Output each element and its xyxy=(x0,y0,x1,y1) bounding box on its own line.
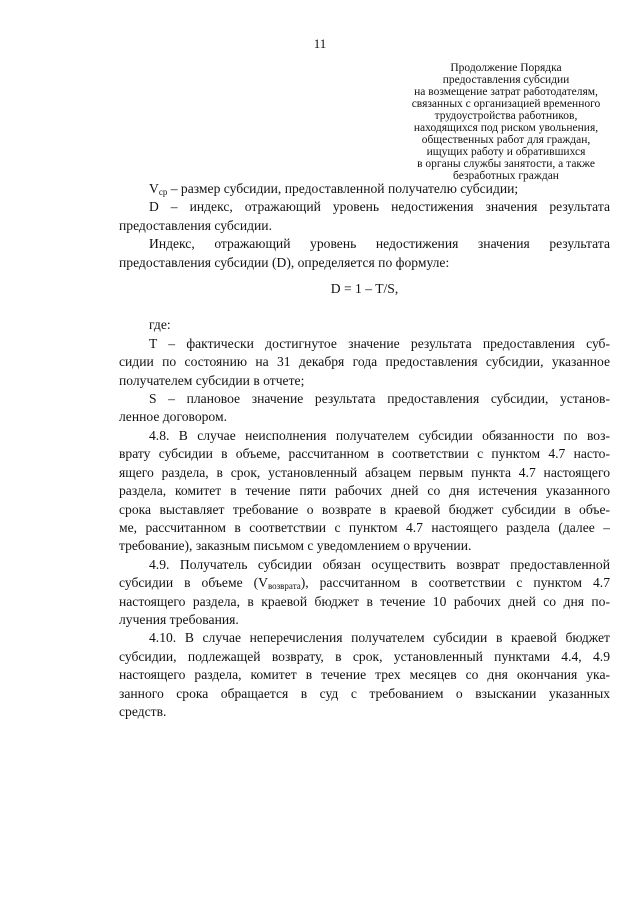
paragraph-4-9-text: ), рассчитанном в соответствии с пунктом 4.7 xyxy=(300,575,610,591)
header-line: Продолжение Порядка xyxy=(450,62,562,74)
paragraph-4-8-line: раздела, комитет в течение пяти рабочих дней со дня истечения указанного xyxy=(119,483,610,499)
paragraph-4-9-text: субсидии в объеме (V xyxy=(119,575,268,591)
paragraph-4-10-line: занного срока обращается в суд с требованием о взыскании указанных xyxy=(119,685,610,701)
paragraph-4-10-line: настоящего раздела, комитет в течение трех месяцев со дня окончания ука- xyxy=(119,667,610,683)
header-line: находящихся под риском увольнения, xyxy=(413,122,599,134)
t-definition-line-2: сидии по состоянию на 31 декабря года предоставления субсидии, указанное xyxy=(119,354,610,370)
document-header xyxy=(388,62,624,182)
t-definition-line-1: T – фактически достигнутое значение результата предоставления суб- xyxy=(149,335,610,351)
header-line: в органы службы занятости, а также xyxy=(417,158,595,170)
paragraph-4-8-line: ме, рассчитанном в соответствии с пунктом 4.7 настоящего раздела (далее – xyxy=(119,519,610,535)
paragraph-4-10-line: средств. xyxy=(119,703,167,719)
paragraph-4-9-line: настоящего раздела, в краевой бюджет в течение 10 рабочих дней со дня по- xyxy=(119,593,610,609)
document-body xyxy=(119,180,610,721)
paragraph-4-10-line: 4.10. В случае неперечисления получателем субсидии в краевой бюджет xyxy=(149,630,610,646)
header-line: общественных работ для граждан, xyxy=(421,134,591,146)
index-line-1: Индекс, отражающий уровень недостижения значения результата xyxy=(149,236,610,252)
where-label: где: xyxy=(149,317,171,333)
v-definition-text: – размер субсидии, предоставленной получателю субсидии; xyxy=(167,181,519,196)
paragraph-4-8-line: требование), заказным письмом с уведомлением о вручении. xyxy=(119,538,472,554)
v-return-subscript: возврата xyxy=(267,581,301,592)
paragraph-4-9-line xyxy=(119,574,610,592)
paragraph-4-8-line: 4.8. В случае неисполнения получателем субсидии обязанности по воз- xyxy=(149,427,610,443)
d-definition-line-2: предоставления субсидии. xyxy=(119,217,272,233)
v-symbol: V xyxy=(149,181,159,196)
header-line: предоставления субсидии xyxy=(442,74,570,86)
header-line: на возмещение затрат работодателям, xyxy=(414,86,598,98)
header-line: трудоустройства работников, xyxy=(434,110,578,122)
s-definition-line-1: S – плановое значение результата предоставления субсидии, установ- xyxy=(149,391,610,407)
paragraph-4-10-line: субсидии, подлежащей возврату, в срок, установленный пунктами 4.4, 4.9 xyxy=(119,648,610,664)
paragraph-4-9-line: 4.9. Получатель субсидии обязан осуществить возврат предоставленной xyxy=(149,556,610,572)
header-line: ищущих работу и обратившихся xyxy=(426,146,586,158)
v-subscript: ср xyxy=(158,187,168,197)
header-line: связанных с организацией временного xyxy=(411,98,601,110)
paragraph-4-8-line: ящего раздела, в срок, установленный абзацем первым пункта 4.7 настоящего xyxy=(119,464,610,480)
s-definition-line-2: ленное договором. xyxy=(119,409,227,425)
index-line-2: предоставления субсидии (D), определяется по формуле: xyxy=(119,254,450,270)
v-definition xyxy=(119,180,610,198)
paragraph-4-8-line: врату субсидии в объеме, рассчитанном в соответствии с пунктом 4.7 насто- xyxy=(119,446,610,462)
paragraph-4-8-line: срока выставляет требование о возврате в краевой бюджет субсидии в объе- xyxy=(119,501,610,517)
formula: D = 1 – T/S, xyxy=(330,281,399,297)
header-line: безработных граждан xyxy=(453,170,559,182)
page-number: 11 xyxy=(313,36,327,51)
spacer xyxy=(119,302,610,316)
paragraph-4-9-line: лучения требования. xyxy=(119,611,239,627)
d-definition-line-1: D – индекс, отражающий уровень недостижения значения результата xyxy=(149,199,610,215)
t-definition-line-3: получателем субсидии в отчете; xyxy=(119,372,305,388)
